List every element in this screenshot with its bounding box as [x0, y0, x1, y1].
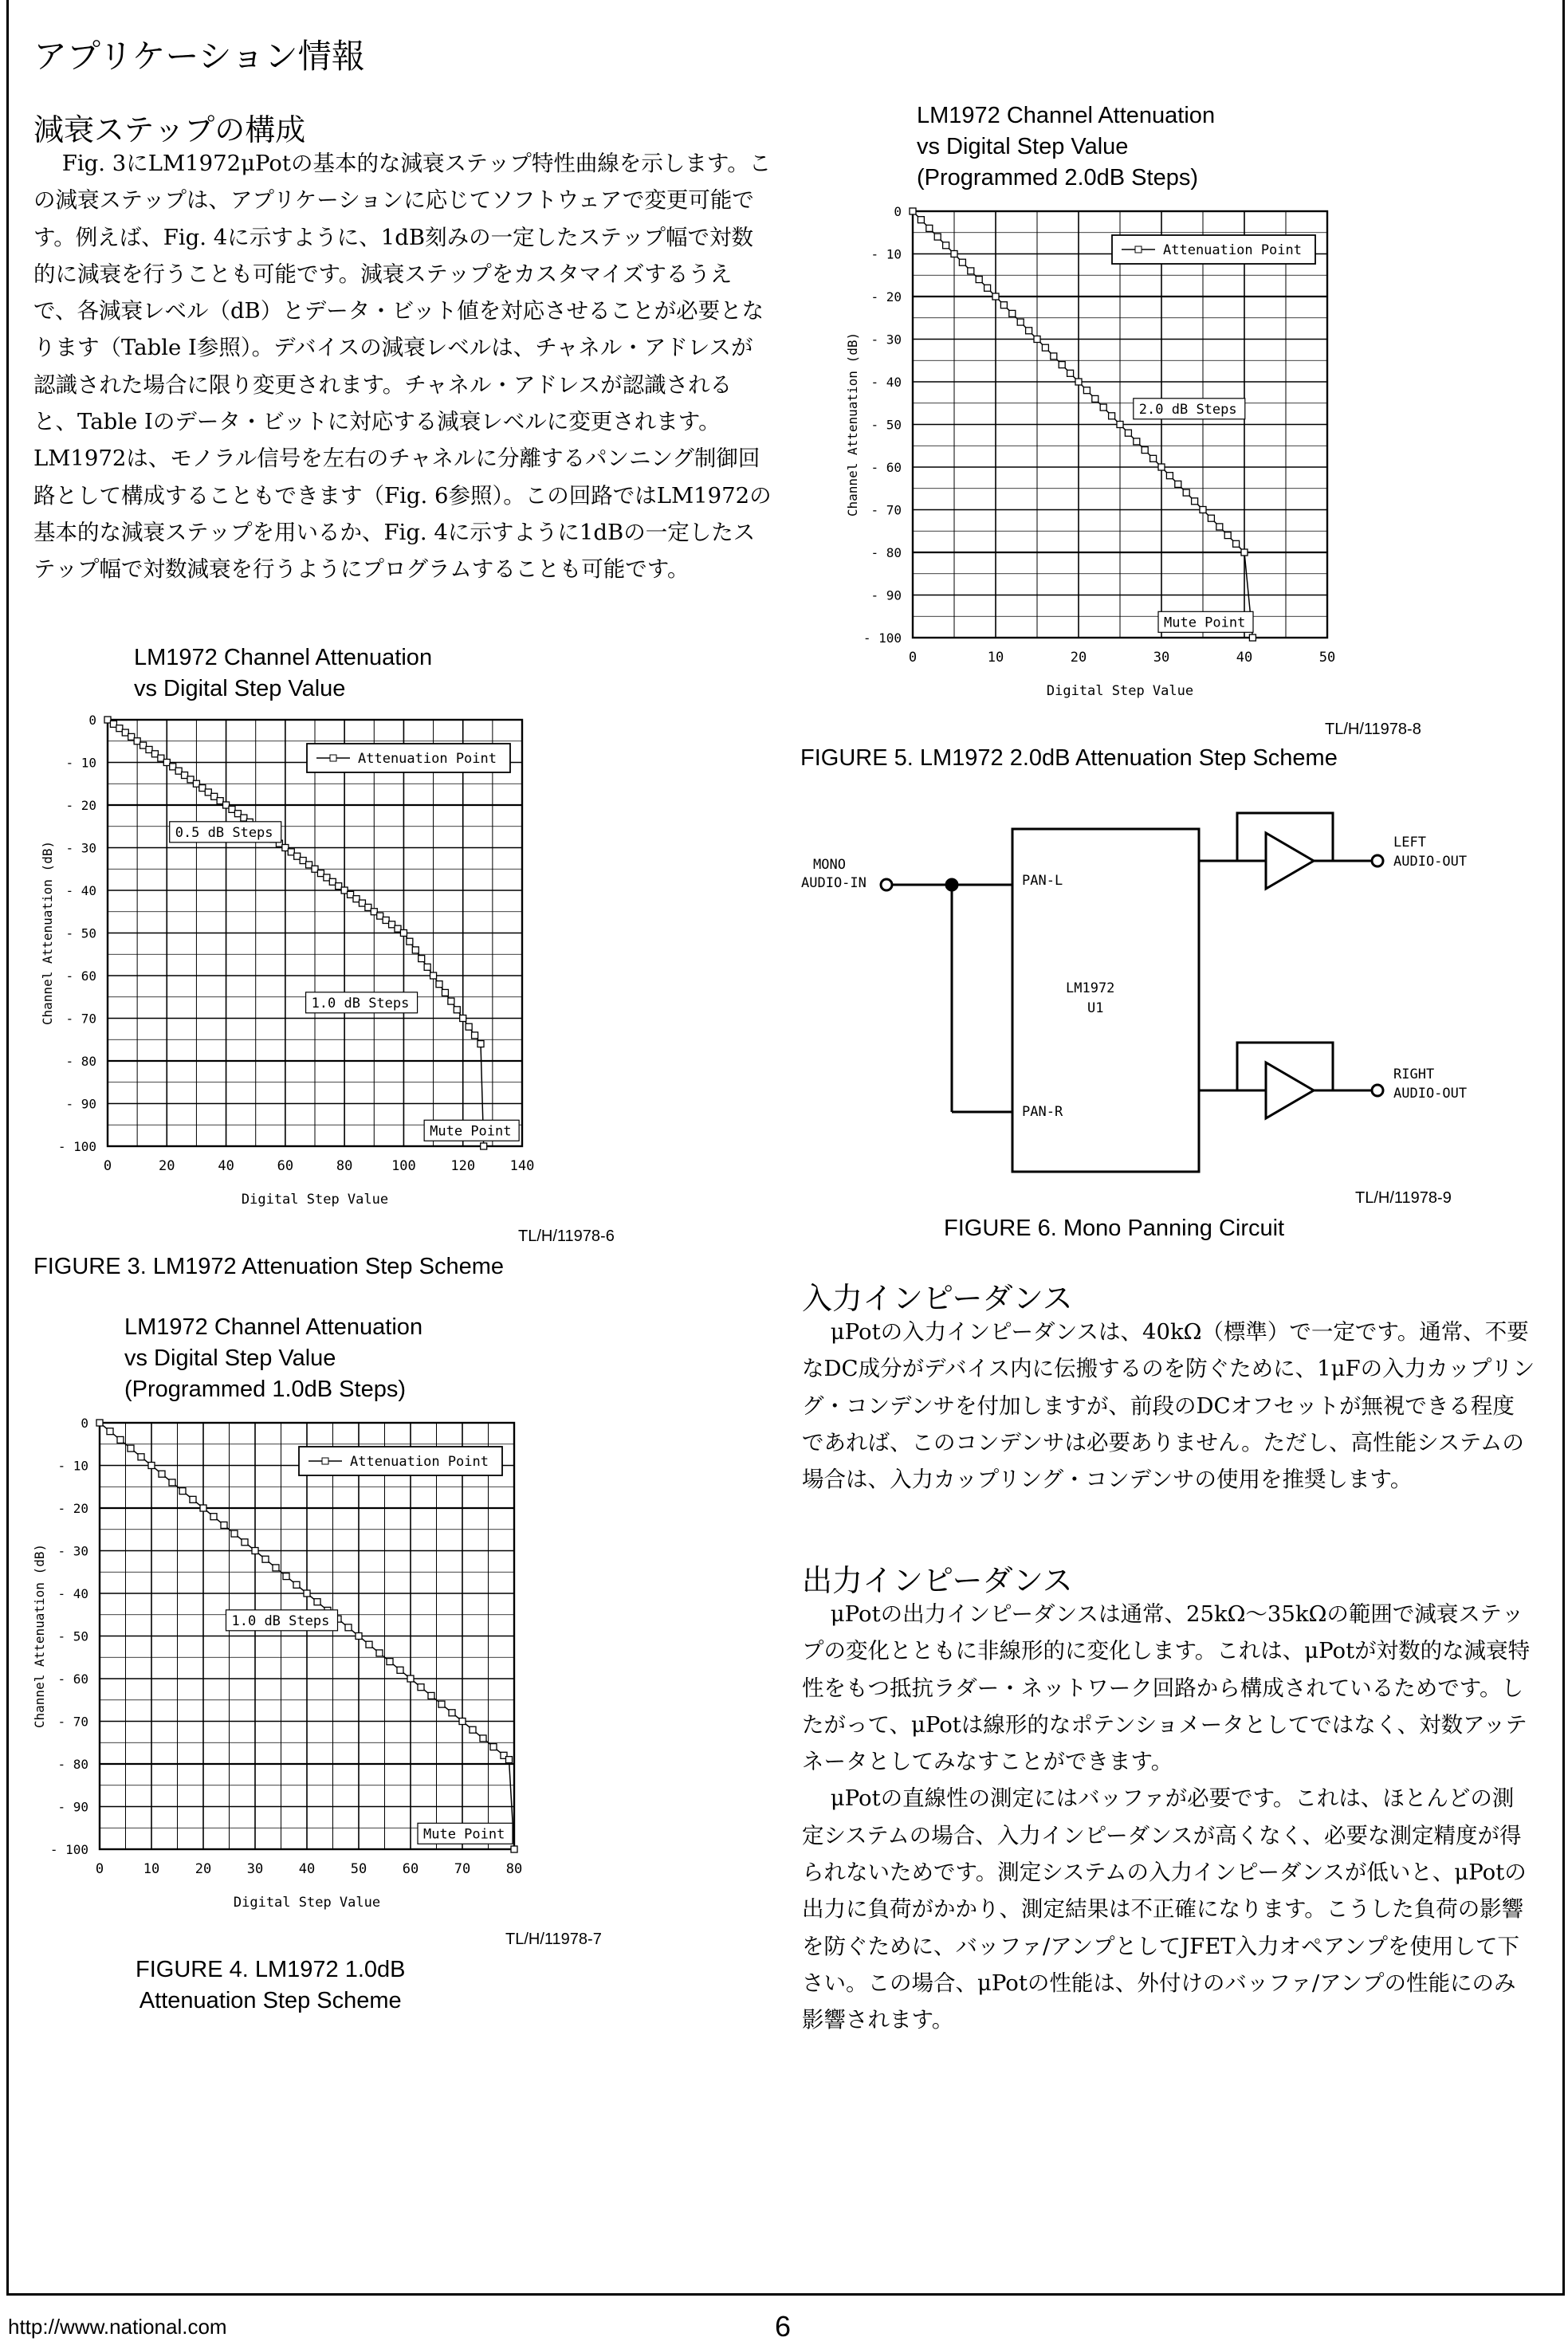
data-point	[107, 1428, 113, 1435]
data-point	[1224, 532, 1231, 539]
x-tick-label: 50	[1318, 650, 1336, 666]
data-point	[304, 1590, 310, 1597]
data-point	[436, 981, 442, 988]
legend-label: Attenuation Point	[358, 751, 497, 767]
fig3-ref: TL/H/11978-6	[518, 1228, 615, 1245]
y-axis-label: Channel Attenuation (dB)	[845, 332, 860, 517]
data-point	[1233, 540, 1240, 547]
chip-label: LM1972	[1066, 980, 1115, 996]
fig6-ref: TL/H/11978-9	[1355, 1189, 1452, 1207]
data-point	[397, 1667, 403, 1673]
x-tick-label: 70	[454, 1861, 471, 1877]
data-point	[252, 1548, 258, 1554]
y-tick-label: - 70	[870, 502, 902, 518]
data-point	[943, 242, 949, 249]
data-point	[1000, 302, 1007, 308]
data-point	[1208, 515, 1214, 521]
y-tick-label: - 10	[870, 246, 902, 262]
fig4-title-text: LM1972 Channel Attenuation vs Digital Step Value (Programmed 1.0dB Steps)	[124, 1314, 423, 1402]
y-tick-label: - 60	[65, 968, 96, 984]
data-point	[442, 989, 448, 996]
data-point	[1200, 507, 1206, 513]
y-tick-label: - 20	[65, 798, 96, 813]
x-tick-label: 0	[103, 1158, 112, 1174]
x-tick-label: 20	[195, 1861, 212, 1877]
paragraph: μPotの出力インピーダンスは通常、25kΩ～35kΩの範囲で減衰ステップの変化とともに非線形的に変化します。これは、μPotが対数的な減衰特性をもつ抵抗ラダー・ネットワーク回路から構成されているためです。したがって、μPotは線形的なポテンショメータとしてではなく、対数アッテネータとしてみなすことができます。	[802, 1601, 1531, 1775]
data-point	[1142, 447, 1148, 454]
y-tick-label: - 40	[870, 375, 902, 390]
y-tick-label: - 100	[57, 1139, 96, 1154]
data-point	[1051, 353, 1057, 359]
section-body-output-impedance	[802, 1596, 1535, 2039]
y-tick-label: 0	[88, 713, 96, 728]
x-tick-label: 120	[450, 1158, 476, 1174]
data-point	[96, 1420, 103, 1426]
data-point	[1075, 379, 1082, 385]
x-tick-label: 50	[350, 1861, 367, 1877]
y-tick-label: - 30	[65, 840, 96, 856]
fig5-title-text: LM1972 Channel Attenuation vs Digital Step Value (Programmed 2.0dB Steps)	[917, 103, 1216, 191]
fig5-chart	[837, 199, 1395, 717]
data-point	[481, 1143, 487, 1149]
x-tick-label: 80	[336, 1158, 353, 1174]
data-point	[428, 1692, 434, 1699]
x-tick-label: 60	[402, 1861, 419, 1877]
data-point	[910, 208, 916, 214]
data-point	[1059, 362, 1065, 368]
data-point	[273, 1565, 279, 1571]
data-point	[490, 1744, 497, 1750]
data-point	[1216, 524, 1223, 530]
data-point	[454, 1007, 460, 1013]
y-tick-label: - 40	[65, 883, 96, 898]
paragraph: μPotの直線性の測定にはバッファが必要です。これは、ほとんどの測定システムの場合、入力インピーダンスが高くなく、必要な測定精度が得られないためです。測定システムの入力インピーダンスが低いと、μPotの出力に負荷がかかり、測定結果は不正確になります。こうした負荷の影響を防ぐために、バッファ/アンプとしてJFET入力オペアンプを使用して下さい。この場合、μPotの性能は、外付けのバッファ/アンプの性能にのみ影響されます。	[802, 1785, 1527, 2033]
data-point	[1192, 498, 1198, 505]
data-point	[951, 251, 957, 257]
data-point	[1100, 404, 1106, 410]
data-point	[231, 1530, 238, 1537]
gridlines	[108, 720, 522, 1146]
legend-label: Attenuation Point	[1163, 242, 1302, 258]
data-point	[407, 938, 413, 945]
y-axis-label: Channel Attenuation (dB)	[40, 840, 55, 1026]
data-point	[460, 1015, 466, 1022]
data-point	[1117, 422, 1123, 428]
y-tick-label: - 60	[870, 460, 902, 475]
data-point	[459, 1719, 466, 1725]
y-tick-label: - 50	[57, 1628, 88, 1644]
x-tick-label: 60	[277, 1158, 294, 1174]
data-point	[262, 1556, 269, 1562]
y-tick-label: - 50	[870, 417, 902, 433]
data-point	[221, 1522, 227, 1528]
y-tick-label: - 70	[65, 1011, 96, 1027]
y-axis-label: Channel Attenuation (dB)	[32, 1543, 47, 1729]
y-tick-label: - 20	[57, 1501, 88, 1516]
data-point	[480, 1735, 486, 1742]
data-point	[1109, 413, 1115, 419]
chip-ref: U1	[1087, 1000, 1104, 1016]
x-tick-label: 100	[391, 1158, 416, 1174]
data-point	[511, 1846, 517, 1852]
x-tick-label: 10	[987, 650, 1004, 666]
data-point	[1183, 489, 1189, 496]
annotation-label: 1.0 dB Steps	[231, 1612, 330, 1629]
legend-marker	[330, 755, 336, 761]
fig4-title	[124, 1312, 422, 1405]
data-point	[407, 1675, 414, 1682]
data-point	[424, 964, 430, 970]
y-tick-label: - 10	[65, 755, 96, 771]
x-tick-label: 20	[1070, 650, 1087, 666]
data-point	[1009, 310, 1016, 316]
left-out-label-2: AUDIO-OUT	[1393, 854, 1468, 870]
data-point	[926, 225, 933, 231]
y-tick-label: 0	[894, 204, 902, 219]
data-point	[148, 1463, 155, 1469]
x-axis-label: Digital Step Value	[241, 1192, 389, 1208]
fig4-caption: FIGURE 4. LM1972 1.0dB Attenuation Step Scheme	[136, 1957, 406, 2013]
annotation-label: 2.0 dB Steps	[1138, 401, 1237, 418]
legend-marker	[322, 1458, 328, 1464]
data-point	[984, 285, 991, 291]
page-number: 6	[775, 2310, 792, 2343]
fig3-caption: FIGURE 3. LM1972 Attenuation Step Scheme	[33, 1254, 504, 1279]
y-tick-label: - 40	[57, 1586, 88, 1601]
fig6-caption: FIGURE 6. Mono Panning Circuit	[944, 1216, 1285, 1241]
data-point	[179, 1488, 186, 1495]
fig3-title-text: LM1972 Channel Attenuation vs Digital Step Value	[134, 645, 433, 701]
data-point	[1083, 387, 1090, 394]
data-point	[117, 1436, 124, 1443]
data-point	[376, 1650, 383, 1656]
fig5-title	[917, 100, 1215, 194]
x-tick-label: 40	[298, 1861, 316, 1877]
data-point	[448, 998, 454, 1004]
paragraph: μPotの入力インピーダンスは、40kΩ（標準）で一定です。通常、不要なDC成分がデバイス内に伝搬するのを防ぐために、1μFの入力カップリング・コンデンサを付加しますが、前段のDCオフセットが無視できる程度であれば、このコンデンサは必要ありません。ただし、高性能システムの場合は、入力カップリング・コンデンサの使用を推奨します。	[802, 1319, 1535, 1493]
y-tick-label: 0	[81, 1416, 88, 1431]
fig6-circuit	[797, 797, 1515, 1188]
data-point	[1134, 438, 1140, 445]
data-point	[1150, 455, 1157, 462]
data-point	[466, 1023, 472, 1030]
annotation-label: Mute Point	[423, 1826, 505, 1843]
y-tick-label: - 80	[870, 545, 902, 560]
data-point	[210, 1514, 217, 1520]
annotation-label: 1.0 dB Steps	[311, 995, 410, 1011]
data-point	[506, 1757, 513, 1763]
y-tick-label: - 70	[57, 1714, 88, 1730]
data-point	[412, 947, 419, 953]
data-point	[138, 1454, 144, 1460]
y-tick-label: - 90	[65, 1096, 96, 1112]
x-tick-label: 40	[1236, 650, 1253, 666]
left-out-label-1: LEFT	[1393, 835, 1426, 850]
right-out-label-2: AUDIO-OUT	[1393, 1086, 1468, 1102]
data-point	[1067, 370, 1074, 376]
data-point	[934, 234, 941, 240]
data-point	[293, 1581, 300, 1588]
data-point	[449, 1710, 455, 1716]
section-body-input-impedance	[802, 1314, 1535, 1498]
data-point	[1166, 473, 1173, 479]
section-heading-output-impedance: 出力インピーダンス	[802, 1563, 1073, 1598]
x-tick-label: 0	[908, 650, 918, 666]
y-tick-label: - 100	[863, 630, 902, 646]
data-point	[418, 1684, 424, 1691]
y-tick-label: - 90	[57, 1799, 88, 1815]
fig3-title	[134, 642, 432, 705]
data-point	[992, 293, 999, 300]
y-tick-label: - 60	[57, 1671, 88, 1687]
data-point	[1092, 395, 1098, 402]
section-heading-attenuation-steps: 減衰ステップの構成	[33, 112, 306, 147]
data-point	[169, 1479, 175, 1486]
right-out-label-1: RIGHT	[1393, 1066, 1435, 1082]
data-point	[472, 1032, 478, 1039]
x-tick-label: 80	[505, 1861, 523, 1877]
x-axis-label: Digital Step Value	[1046, 683, 1194, 699]
annotation-label: Mute Point	[1164, 615, 1246, 631]
data-point	[159, 1471, 165, 1477]
fig5-caption: FIGURE 5. LM1972 2.0dB Attenuation Step Scheme	[800, 745, 1338, 771]
page-title: アプリケーション情報	[33, 37, 365, 76]
data-point	[976, 277, 982, 283]
y-tick-label: - 20	[870, 289, 902, 304]
data-point	[190, 1496, 196, 1502]
x-tick-label: 40	[218, 1158, 234, 1174]
data-point	[242, 1539, 248, 1546]
mono-in-label-2: AUDIO-IN	[801, 875, 867, 891]
mono-in-label-1: MONO	[813, 857, 846, 873]
x-tick-label: 0	[95, 1861, 104, 1877]
legend-label: Attenuation Point	[350, 1454, 489, 1470]
data-point	[345, 1624, 352, 1631]
data-point	[366, 1641, 372, 1648]
y-tick-label: - 10	[57, 1458, 88, 1474]
section-body-attenuation-steps	[33, 145, 772, 588]
fig3-chart	[32, 708, 590, 1226]
data-point	[419, 956, 425, 962]
pan-l-label: PAN-L	[1022, 873, 1063, 889]
data-point	[1042, 344, 1048, 351]
y-tick-label: - 80	[65, 1054, 96, 1069]
x-tick-label: 30	[246, 1861, 264, 1877]
x-axis-label: Digital Step Value	[233, 1895, 381, 1911]
data-point	[959, 259, 965, 265]
x-tick-label: 20	[159, 1158, 175, 1174]
y-tick-label: - 50	[65, 925, 96, 941]
legend-marker	[1135, 246, 1142, 253]
annotation-label: Mute Point	[430, 1123, 512, 1140]
data-point	[200, 1505, 206, 1511]
data-point	[387, 1659, 393, 1665]
data-point	[400, 930, 407, 937]
data-point	[1241, 549, 1248, 556]
gridlines	[100, 1423, 514, 1849]
x-tick-label: 10	[143, 1861, 160, 1877]
data-point	[1125, 430, 1131, 436]
data-point	[1026, 328, 1032, 334]
footer-url[interactable]: http://www.national.com	[8, 2315, 227, 2339]
y-tick-label: - 80	[57, 1757, 88, 1772]
data-point	[918, 217, 924, 223]
data-point	[283, 1573, 289, 1580]
y-tick-label: - 30	[57, 1543, 88, 1559]
data-point	[470, 1726, 476, 1733]
x-tick-label: 30	[1153, 650, 1170, 666]
data-point	[356, 1633, 362, 1640]
data-point	[430, 972, 437, 979]
fig4-ref: TL/H/11978-7	[505, 1931, 602, 1948]
annotation-label: 0.5 dB Steps	[175, 824, 273, 841]
pan-r-label: PAN-R	[1022, 1104, 1063, 1120]
data-point	[1158, 464, 1165, 470]
data-point	[438, 1701, 445, 1707]
data-point	[1034, 336, 1040, 343]
fig5-ref: TL/H/11978-8	[1325, 721, 1421, 738]
x-tick-label: 140	[509, 1158, 535, 1174]
y-tick-label: - 90	[870, 587, 902, 603]
data-point	[1017, 319, 1024, 325]
data-point	[1175, 481, 1181, 487]
data-point	[1249, 634, 1256, 641]
y-tick-label: - 30	[870, 332, 902, 348]
paragraph: Fig. 3にLM1972μPotの基本的な減衰ステップ特性曲線を示します。この減衰ステップは、アプリケーションに応じてソフトウェアで変更可能です。例えば、Fig. 4に示すように、1dB刻みの一定したステップ幅で対数的に減衰を行うことも可能です。減衰ステップをカスタマイズするうえで、各減衰レベル（dB）とデータ・ビット値を対応させることが必要となります（Table I参照）。デバイスの減衰レベルは、チャネル・アドレスが認識された場合に限り変更されます。チャネル・アドレスが認識されると、Table Iのデータ・ビットに対応する減衰レベルに変更されます。LM1972は、モノラル信号を左右のチャネルに分離するパンニング制御回路として構成することもできます（Fig. 6参照）。この回路ではLM1972の基本的な減衰ステップを用いるか、Fig. 4に示すように1dBの一定したステップ幅で対数減衰を行うようにプログラムすることも可能です。	[33, 151, 772, 583]
section-heading-input-impedance: 入力インピーダンス	[802, 1281, 1073, 1316]
data-point	[477, 1041, 484, 1047]
data-point	[968, 268, 974, 274]
data-point	[128, 1445, 134, 1451]
fig4-chart	[24, 1411, 582, 1929]
data-point	[314, 1599, 320, 1605]
y-tick-label: - 100	[49, 1842, 88, 1857]
